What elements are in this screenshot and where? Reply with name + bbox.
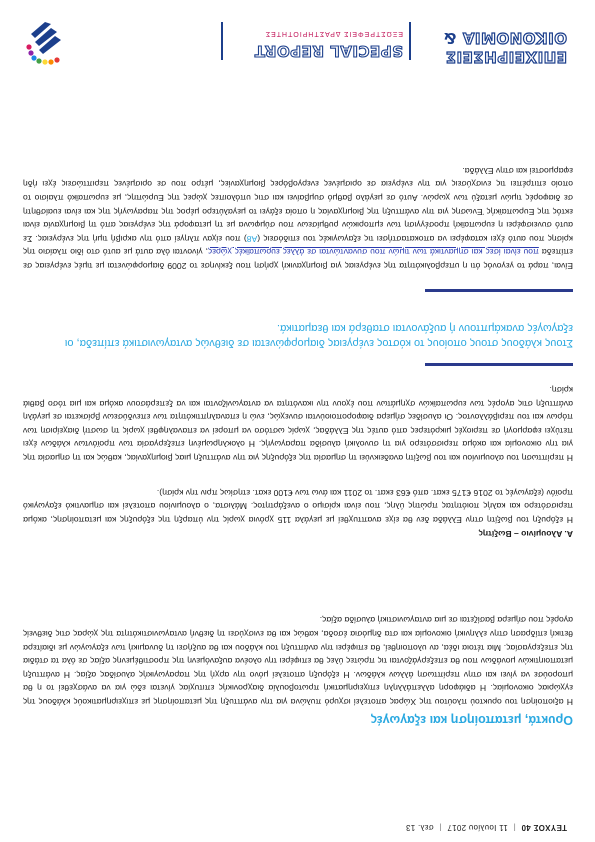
logo-wordmark bbox=[417, 28, 567, 66]
header-separator: | bbox=[439, 823, 442, 832]
issue-number: ΤΕΥΧΟΣ 40 bbox=[521, 823, 567, 832]
subsection-heading: Α. Αλουμίνιο – Βωξίτης bbox=[478, 529, 573, 539]
energy-prices-link[interactable]: που είναι ίσες και σημαντικά των τιμών που συναντώνται σε άλλες ευρωπαϊκές χώρες bbox=[207, 247, 539, 258]
logo-line-2-text: ΟΙΚΟΝΟΜΙΑ bbox=[462, 29, 567, 47]
paragraph-energy-cost: Η περίπτωση του αλουμινίου και του βωξίτη αναδεικνύει τη σημασία της εξόρυξης για την ανάπτυξη μιας βιομηχανίας, καθώς και τη σημασία της για την οικονομία και ακόμα περισσότερο για τη συνολική αλυσίδα παραγωγής. Η ολοκληρωμένη επεξεργασία των προϊόντων κλάδων έχει πετύχει εφαρμογή σε περιοχές μικρότερες από αυτές της Ελλάδας, χωρίς ωστόσο να μπορεί να επαναληφθεί χωρίς τη σωστή διαχείριση των πόρων και του περιβάλλοντος. Οι αλυσίδες σήμερα διαφοροποιούνται συνεχώς, ενώ η επαναληπτικότητα των επενδύσεων βρίσκεται σε μεγάλη ανάπτυξη στις αγορές των ευρωπαϊκών σχημάτων που έχουν την ικανότητα να ανταγωνίζονται και να ξεπεράσουν ακόμα και μια τόσο βαθιά κρίση. bbox=[23, 385, 573, 463]
logo-line-1: ΕΠΙΧΕΙΡΗΣΕΙΣ bbox=[445, 48, 567, 66]
logo-ampersand: & bbox=[443, 29, 457, 47]
callout-rule-top bbox=[425, 363, 573, 366]
special-report-mark bbox=[228, 28, 403, 60]
section-title: Ορυκτά, μεταποίηση και εξαγωγές bbox=[370, 713, 573, 727]
logo-divider bbox=[221, 22, 223, 60]
paragraph-text: ) που είχαν πληγεί από την ακριβή τιμή της ενέργειας. Σε αυτό συνεισφέρει η ευρωπαϊκή προσέγγιση των εμπορικών ρυθμίσεων που σύμφωνα με τη μεταφορά της ενέργειας από τη βιομηχανία είναι εκτός της Ευρωπαϊκής Ένωσης για την ανάπτυξη της βιομηχανίας η οποία εξάγει το μεγαλύτερο μέρος της παραγωγής της και είναι ευαίσθητη σε διαφορές τιμών μεταξύ των χωρών. Αυτό σε μεγάλο βαθμό συμβαίνει και στις υπόλοιπες χώρες της Ευρώπης, με ευρωπαϊκό πλαίσιο το οποίο επιτρέπει τις ενισχύσεις για την ενέργεια σε ορισμένες ενεργοβόρες βιομηχανίες, μέτρο που σε ορισμένες περιπτώσεις έχει ήδη εφαρμοστεί και στην Ελλάδα. bbox=[23, 165, 573, 244]
brand-emblem-icon bbox=[25, 20, 65, 66]
publication-logo bbox=[27, 14, 567, 66]
header-separator: | bbox=[513, 823, 516, 832]
logo-line-2 bbox=[417, 28, 567, 47]
callout-rule-bottom bbox=[425, 289, 573, 292]
figure-reference: Α8 bbox=[246, 233, 258, 244]
page-header bbox=[27, 816, 567, 832]
logo-divider bbox=[409, 22, 411, 60]
special-report-title: SPECIAL REPORT bbox=[254, 42, 403, 60]
special-report-tagline: ΕΞΩΣΤΡΕΦΕΙΣ ΔΡΑΣΤΗΡΙΟΤΗΤΕΣ bbox=[264, 30, 403, 37]
paragraph-text: Είναι, παρά το γεγονός ότι η υπερβολικότητα της ενέργειας για βιομηχανική χρήση που ξεκίνησε το 2009 διαμορφώνεται με τιμές ενέργειας σε επίπεδα bbox=[23, 247, 573, 271]
paragraph-text: , γίνονται όλα αυτά με αυτό στο ίδιο πλαίσιο της κρίσης που αυτό έχει καταφέρει να αποκαταστήσει τις εξαγωγικές του επιδόσεις ( bbox=[23, 233, 573, 258]
issue-date: 11 Ιουλίου 2017 bbox=[447, 823, 508, 832]
pull-quote: Στους κλάδους στους οποίους το κόστος ενέργειας διαμορφώνεται σε διεθνώς ανταγωνιστικά επίπεδα, οι εξαγωγές ανακάμπτουν ή αυξάνονται σταθερά και θεαματικά. bbox=[64, 322, 573, 349]
paragraph-minerals: Η αξιοποίηση του ορυκτού πλούτου της Χώρας αποτελεί ισχυρό πυλώνα για την ανάπτυξη της μεταποίησης με επιχειρηματικούς κλάδους της εγχώριας οικονομίας. Η αδιάφορη αλλεπάλληλη επιχειρηματική πρωτοβουλία διαχρονικής επιτυχίας γίνεται εδώ για να ανάσχεθεί το η θα μπορούσε να γίνει και στην περίπτωση άλλων κλάδων. Η εξόρυξη αποτελεί μόνο την αρχή της παραγωγικής αλυσίδας αξίας. Η ανάπτυξη μεταποιητικών μονάδων που θα επεξεργάζονται τις πρώτες ύλες θα επιφέρει την ολοένα αυξανόμενη της προστιθέμενης αξίας σε όλα τα στάδια της επεξεργασίας. Μια τέτοια ιδέα, αν υλοποιηθεί, θα επιφέρει την ανάπτυξη του κλάδου και θα αυξήσει τη δυναμική των εξαγωγών με ιδιαίτερα θετική επίδραση στην ελληνική οικονομία και στα δημόσια έσοδα, καθώς και θα ενισχύσει τη διεθνή ανταγωνιστικότητα της χώρας στις διεθνείς αγορές που σήμερα βασίζεται σε μια ανταγωνιστική αλυσίδα αξίας. bbox=[23, 615, 573, 707]
page-number: σελ. 13 bbox=[405, 823, 434, 832]
paragraph-aluminium: Η εξόρυξη του βωξίτη στην Ελλάδα δεν θα είχε αναπτυχθεί με μεγάλα 115 χρόνια χωρίς την ύπαρξη της εξόρυξης και μεταποίησης, ακόμα περισσότερο και καλής ποιότητας πρώτης ύλης, που είναι κρίσιμο ο ανεξάρτητος. Μάλιστα, ο αλουμινίου αποτελεί και σημαντικό εξαγωγικό προϊόν (εξαγωγές το 2016 €175 εκατ. από €63 εκατ. το 2011 και άνω των €100 εκατ. ετησίως πριν την κρίση). bbox=[23, 487, 573, 525]
paragraph-energy-prices bbox=[23, 102, 573, 272]
